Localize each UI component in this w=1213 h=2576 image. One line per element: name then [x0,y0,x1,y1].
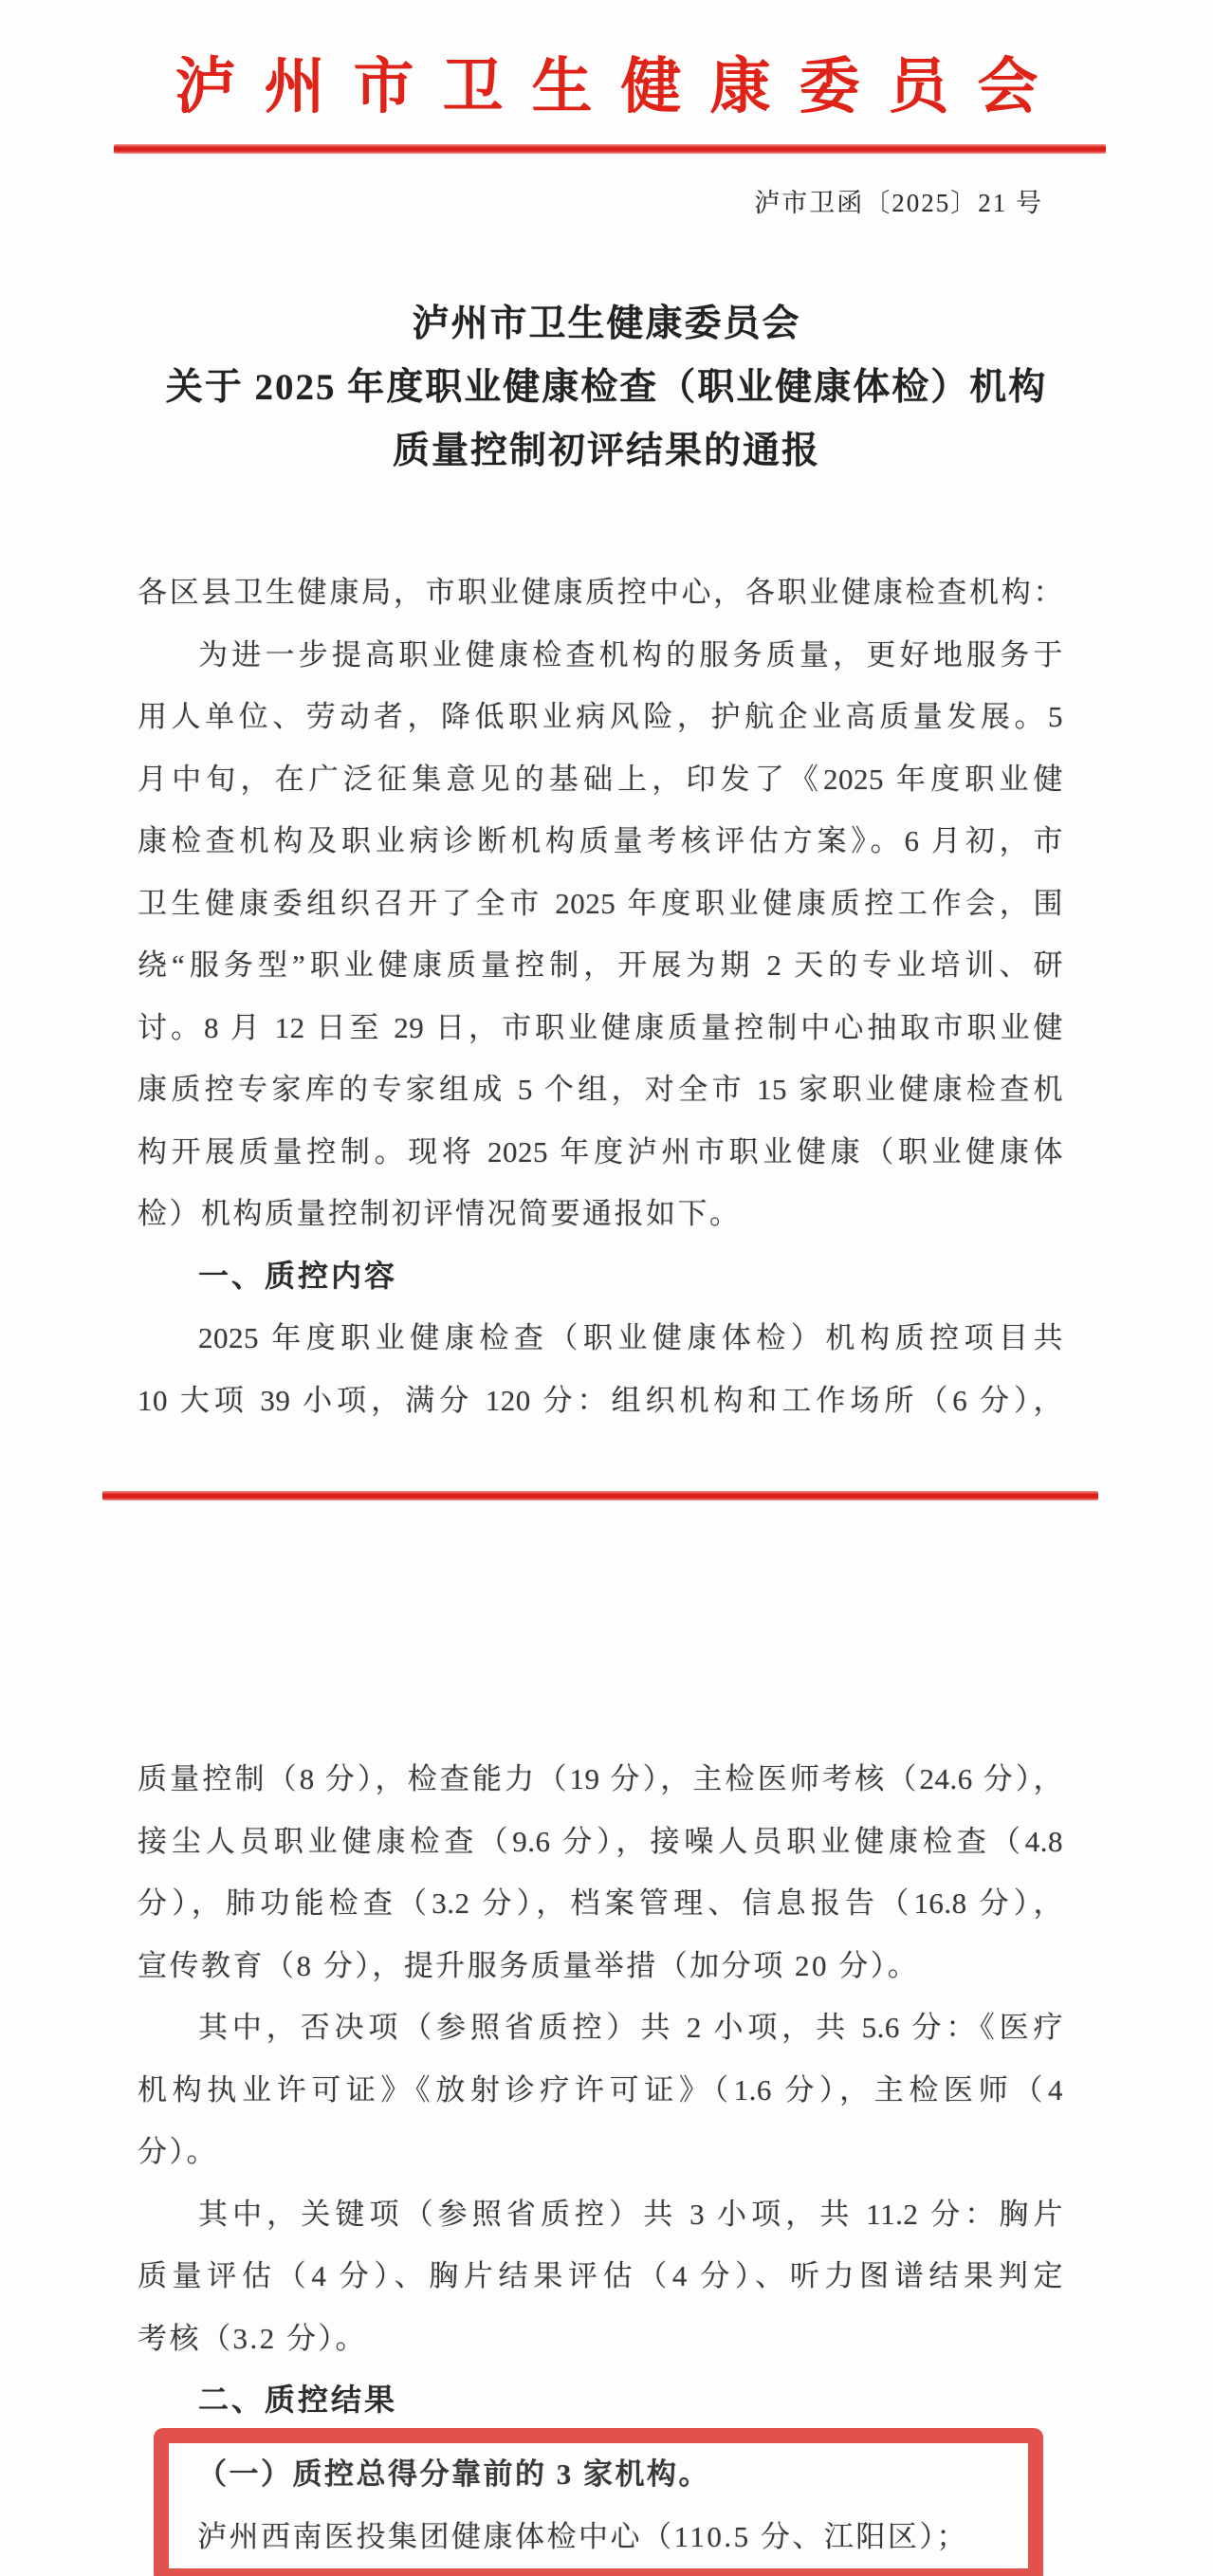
text-line: 机构执业许可证》《放射诊疗许可证》（1.6 分），主检医师（4 [138,2072,1063,2107]
text-line: 考核（3.2 分）。 [138,2321,367,2355]
page2-body-text [138,1748,1063,2432]
notice-title-line-2: 关于 2025 年度职业健康检查（职业健康体检）机构 [165,367,1048,408]
text-line: 质量评估（4 分）、胸片结果评估（4 分）、听力图谱结果判定 [138,2259,1063,2292]
text-line: 其中，否决项（参照省质控）共 2 小项，共 5.6 分：《医疗 [198,2011,1063,2044]
highlight-box-text [169,2443,1028,2568]
text-line: 绕“服务型”职业健康质量控制，开展为期 2 天的专业培训、研 [138,948,1063,982]
text-line: 卫生健康委组织召开了全市 2025 年度职业健康质控工作会，围 [138,886,1063,920]
page1-body-text [138,561,1063,1431]
text-line: 一、质控内容 [198,1258,398,1293]
text-line: 分）。 [138,2135,218,2168]
page-break-red-rule [102,1491,1098,1500]
text-line: 康检查机构及职业病诊断机构质量考核评估方案》。6 月初，市 [138,824,1063,857]
letterhead-red-rule [114,144,1106,154]
text-line: 康质控专家库的专家组成 5 个组，对全市 15 家职业健康检查机 [138,1073,1063,1106]
text-line: 其中，关键项（参照省质控）共 3 小项，共 11.2 分：胸片 [198,2197,1063,2231]
highlight-box [154,2428,1043,2576]
text-line: 为进一步提高职业健康检查机构的服务质量，更好地服务于 [198,637,1063,672]
text-line: 各区县卫生健康局，市职业健康质控中心，各职业健康检查机构： [138,576,1063,609]
text-line: 宣传教育（8 分），提升服务质量举措（加分项 20 分）。 [138,1948,920,1982]
text-line: 构开展质量控制。现将 2025 年度泸州市职业健康（职业健康体 [138,1134,1063,1168]
text-line: 讨。8 月 12 日至 29 日，市职业健康质量控制中心抽取市职业健 [138,1010,1063,1044]
text-line: （一）质控总得分靠前的 3 家机构。 [197,2457,710,2491]
text-line: 泸州西南医投集团健康体检中心（110.5 分、江阳区）； [197,2520,968,2553]
text-line: 检）机构质量控制初评情况简要通报如下。 [138,1197,742,1230]
text-line: 用人单位、劳动者，降低职业病风险，护航企业高质量发展。5 [138,700,1063,733]
text-line: 2025 年度职业健康检查（职业健康体检）机构质控项目共 [198,1321,1063,1354]
notice-title-line-1: 泸州市卫生健康委员会 [412,304,801,344]
document-number: 泸市卫函〔2025〕21 号 [754,189,1043,217]
notice-title [81,292,1132,483]
notice-title-line-3: 质量控制初评结果的通报 [392,431,820,471]
text-line: 月中旬，在广泛征集意见的基础上，印发了《2025 年度职业健 [138,762,1063,796]
text-line: 质量控制（8 分），检查能力（19 分），主检医师考核（24.6 分）， [138,1762,1063,1795]
letterhead-agency-name: 泸州市卫生健康委员会 [175,53,1067,120]
text-line: 接尘人员职业健康检查（9.6 分），接噪人员职业健康检查（4.8 [138,1824,1063,1858]
text-line: 二、质控结果 [198,2383,398,2417]
text-line: 10 大项 39 小项，满分 120 分：组织机构和工作场所（6 分）， [138,1383,1063,1417]
text-line: 分），肺功能检查（3.2 分），档案管理、信息报告（16.8 分）， [138,1886,1063,1920]
